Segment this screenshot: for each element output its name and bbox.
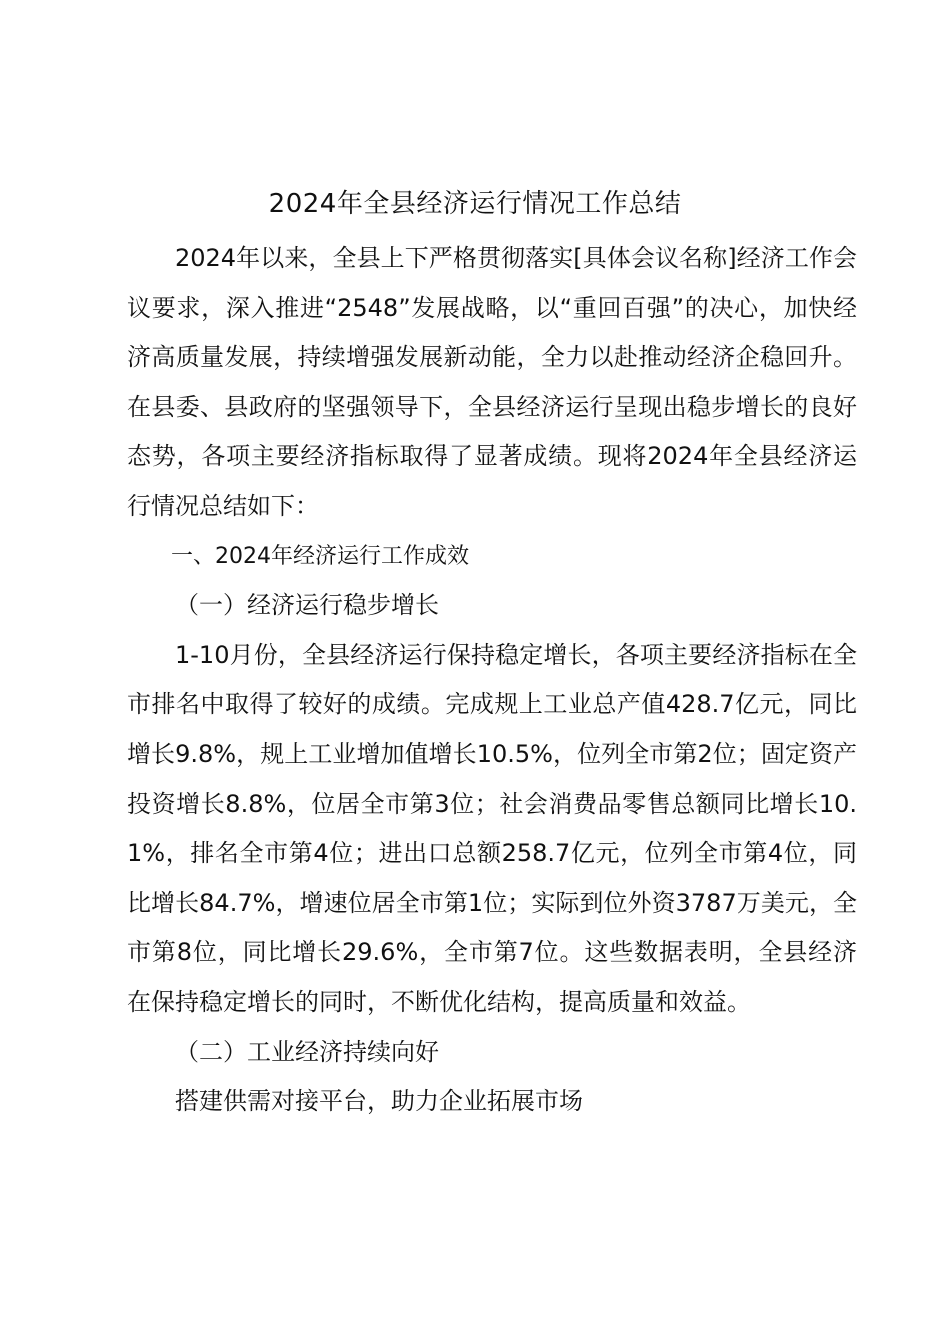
document-body <box>127 234 857 1127</box>
subsection-heading-1: （一）经济运行稳步增长 <box>175 591 439 620</box>
intro-paragraph: 2024年以来，全县上下严格贯彻落实[具体会议名称]经济工作会议要求，深入推进“2548”发展战略，以“重回百强”的决心，加快经济高质量发展，持续增强发展新动能，全力以赴推动经济企稳回升。在县委、县政府的坚强领导下，全县经济运行呈现出稳步增长的良好态势，各项主要经济指标取得了显著成绩。现将2024年全县经济运行情况总结如下： <box>127 244 857 520</box>
subsection-1-paragraph: 1-10月份，全县经济运行保持稳定增长，各项主要经济指标在全市排名中取得了较好的成绩。完成规上工业总产值428.7亿元，同比增长9.8%，规上工业增加值增长10.5%，位列全市第2位；固定资产投资增长8.8%，位居全市第3位；社会消费品零售总额同比增长10.1%，排名全市第4位；进出口总额258.7亿元，位列全市第4位，同比增长84.7%，增速位居全市第1位；实际到位外资3787万美元，全市第8位，同比增长29.6%，全市第7位。这些数据表明，全县经济在保持稳定增长的同时，不断优化结构，提高质量和效益。 <box>127 640 857 1016</box>
subsection-2-paragraph: 搭建供需对接平台，助力企业拓展市场 <box>175 1087 583 1116</box>
document-title: 2024年全县经济运行情况工作总结 <box>268 189 682 219</box>
section-heading-1: 一、2024年经济运行工作成效 <box>171 543 469 569</box>
subsection-heading-2: （二）工业经济持续向好 <box>175 1037 439 1066</box>
